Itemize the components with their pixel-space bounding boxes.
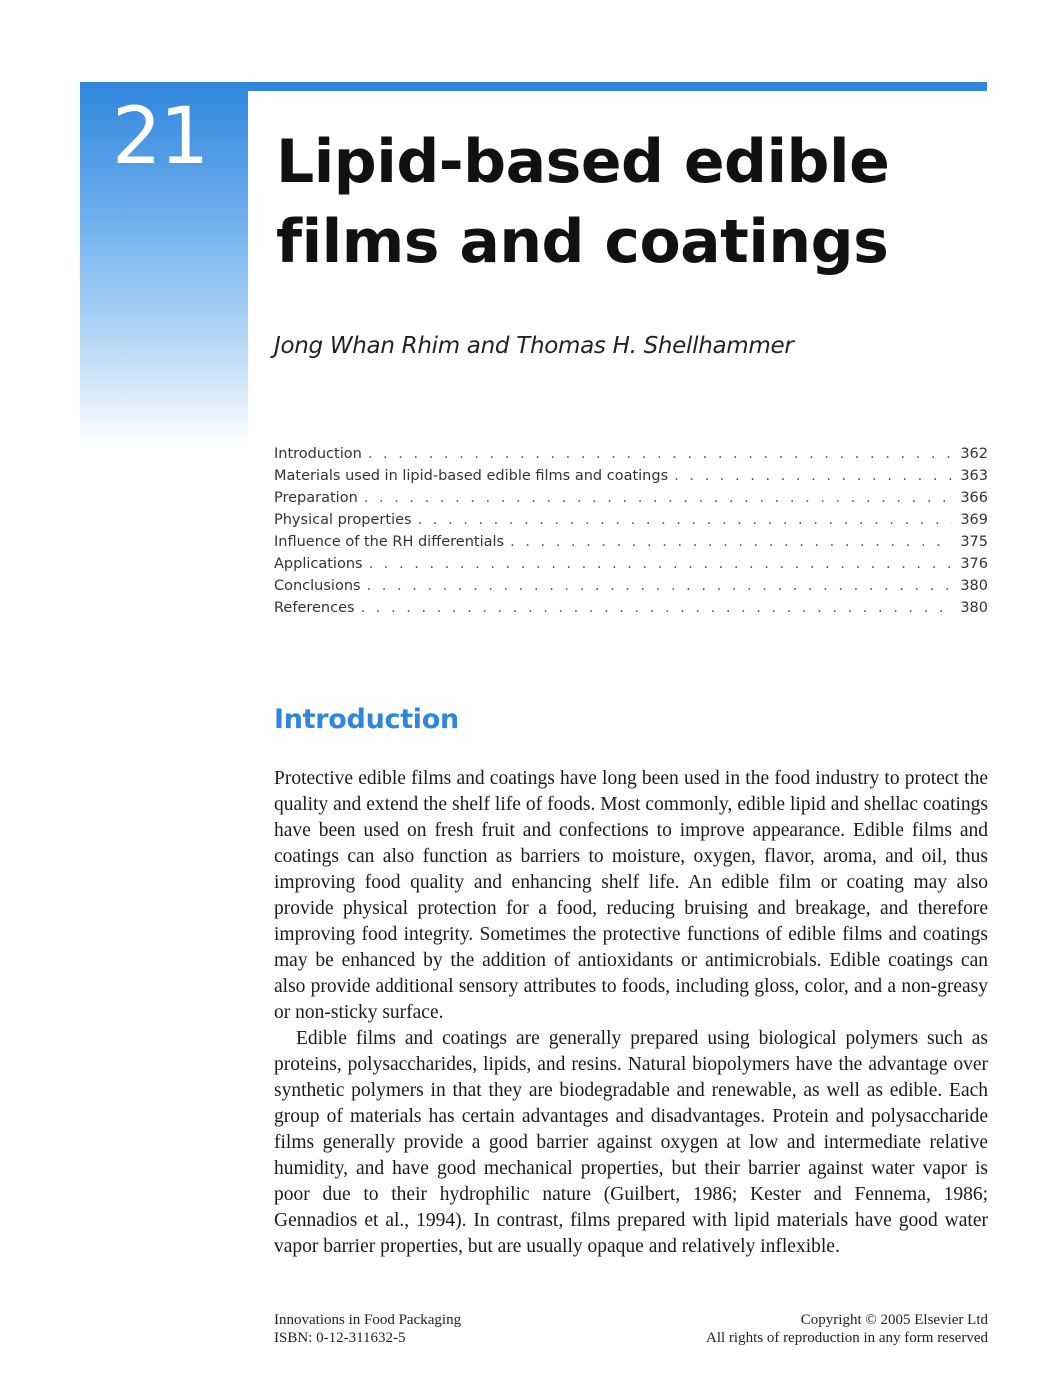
toc-entry-label: References <box>274 600 355 616</box>
toc-entry[interactable] <box>274 534 988 556</box>
body-paragraph: Protective edible films and coatings have long been used in the food industry to protect the quality and extend the shelf life of foods. Most commonly, edible lipid and shellac coatings have been used on fresh fruit and confections to improve appearance. Edible films and coatings can also function as barriers to moisture, oxygen, flavor, aroma, and oil, thus improving food quality and enhancing shelf life. An edible film or coating may also provide physical protection for a food, reducing bruising and breakage, and therefore improving food integrity. Sometimes the protective functions of edible films and coatings may be enhanced by the addition of antioxidants or antimicrobials. Edible coatings can also provide additional sensory attributes to foods, including gloss, color, and a non-greasy or non-sticky surface. <box>274 768 988 1023</box>
toc-entry-label: Physical properties <box>274 512 412 528</box>
footer-copyright: Copyright © 2005 Elsevier Ltd <box>800 1312 988 1328</box>
chapter-authors: Jong Whan Rhim and Thomas H. Shellhammer <box>274 333 794 359</box>
chapter-title <box>276 122 976 282</box>
toc-entry[interactable] <box>274 468 988 490</box>
toc-entry[interactable] <box>274 512 988 534</box>
chapter-number: 21 <box>112 92 208 182</box>
toc-entry-page: 363 <box>960 468 988 484</box>
toc-entry-label: Introduction <box>274 446 362 462</box>
chapter-title-line-1: Lipid-based edible <box>276 127 890 197</box>
toc-leader-dots <box>418 512 953 528</box>
toc-entry-page: 366 <box>960 490 988 506</box>
toc-entry[interactable] <box>274 578 988 600</box>
header-rule <box>248 82 987 91</box>
toc-entry[interactable] <box>274 446 988 468</box>
toc-entry-page: 369 <box>960 512 988 528</box>
footer-isbn: ISBN: 0-12-311632-5 <box>274 1330 406 1346</box>
toc-leader-dots <box>364 490 953 506</box>
toc-leader-dots <box>510 534 952 550</box>
footer-book-title: Innovations in Food Packaging <box>274 1312 462 1328</box>
toc-leader-dots <box>361 600 953 616</box>
toc-entry-label: Preparation <box>274 490 358 506</box>
footer-rights: All rights of reproduction in any form reserved <box>705 1330 988 1346</box>
footer-book-info <box>274 1311 461 1347</box>
body-paragraph: Edible films and coatings are generally prepared using biological polymers such as proteins, polysaccharides, lipids, and resins. Natural biopolymers have the advantage over synthetic polymers in that they are biodegradable and renewable, as well as edible. Each group of materials has certain advantages and disadvantages. Protein and polysaccharide films generally provide a good barrier against oxygen at low and intermediate relative humidity, and have good mechanical properties, but their barrier against water vapor is poor due to their hydrophilic nature (Guilbert, 1986; Kester and Fennema, 1986; Gennadios et al., 1994). In contrast, films prepared with lipid materials have good water vapor barrier properties, but are usually opaque and relatively inflexible. <box>274 1028 988 1257</box>
body-text <box>274 766 988 1260</box>
toc-entry-label: Conclusions <box>274 578 361 594</box>
toc-entry-label: Influence of the RH differentials <box>274 534 505 550</box>
toc-entry[interactable] <box>274 600 988 622</box>
toc-leader-dots <box>368 446 953 462</box>
toc-leader-dots <box>369 556 953 572</box>
toc-entry-label: Applications <box>274 556 363 572</box>
chapter-title-line-2: films and coatings <box>276 207 889 277</box>
toc-entry-page: 376 <box>960 556 988 572</box>
footer-copyright-info <box>706 1311 988 1347</box>
toc-entry[interactable] <box>274 556 988 578</box>
toc-leader-dots <box>674 468 952 484</box>
toc-entry-page: 380 <box>960 600 988 616</box>
toc-entry-label: Materials used in lipid-based edible films and coatings <box>274 468 669 484</box>
toc-entry-page: 380 <box>960 578 988 594</box>
table-of-contents <box>274 446 988 622</box>
toc-leader-dots <box>367 578 953 594</box>
section-heading: Introduction <box>274 704 459 735</box>
toc-entry-page: 375 <box>960 534 988 550</box>
toc-entry[interactable] <box>274 490 988 512</box>
toc-entry-page: 362 <box>960 446 988 462</box>
